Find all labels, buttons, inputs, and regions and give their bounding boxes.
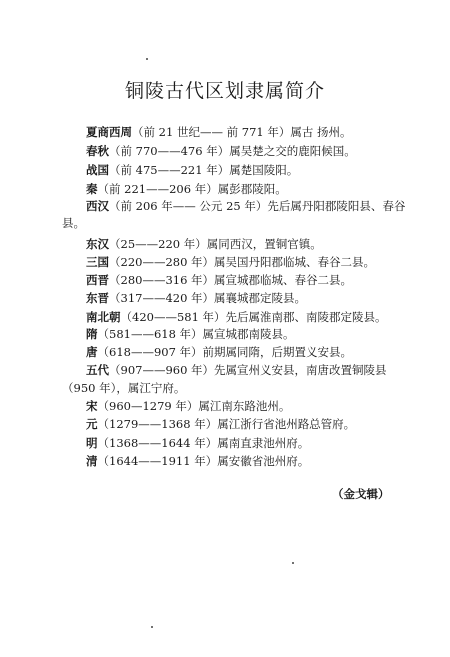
era-description: （前 475——221 年）属楚国陵阳。 — [109, 163, 299, 177]
era-name: 南北朝 — [86, 310, 121, 324]
era-name: 元 — [86, 417, 98, 431]
scan-speck — [292, 562, 294, 564]
list-item-continuation — [62, 216, 85, 230]
era-name: 西汉 — [86, 199, 109, 213]
era-description: （317——420 年）属襄城郡定陵县。 — [109, 291, 307, 305]
era-name: 清 — [86, 454, 98, 468]
scan-speck — [151, 626, 153, 628]
list-item — [86, 273, 352, 287]
era-name: 秦 — [86, 182, 98, 196]
era-description: （420——581 年）先后属淮南郡、南陵郡定陵县。 — [120, 310, 387, 324]
era-description: （前 770——476 年）属吴楚之交的鹿阳候国。 — [109, 144, 356, 158]
list-item — [86, 436, 309, 450]
era-name: 春秋 — [86, 144, 109, 158]
era-name: 夏商西周 — [86, 125, 132, 139]
era-description: （960—1279 年）属江南东路池州。 — [97, 399, 291, 413]
era-name: 东晋 — [86, 291, 109, 305]
era-description: （618——907 年）前期属同隋，后期置义安县。 — [97, 345, 353, 359]
era-description: （前 206 年—— 公元 25 年）先后属丹阳郡陵阳县、春谷 — [109, 199, 406, 213]
list-item — [86, 454, 309, 468]
compiler-signature: （金戈辑） — [332, 487, 390, 501]
era-description: （220——280 年）属吴国丹阳郡临城、春谷二县。 — [109, 255, 376, 269]
era-name: 唐 — [86, 345, 98, 359]
era-description: （前 221——206 年）属彭郡陵阳。 — [97, 182, 287, 196]
list-item — [86, 327, 295, 341]
page-title: 铜陵古代区划隶属简介 — [124, 80, 325, 102]
list-item — [86, 144, 356, 158]
list-item — [86, 310, 387, 324]
era-description: （1644——1911 年）属安徽省池州府。 — [97, 454, 310, 468]
era-description: （581——618 年）属宣城郡南陵县。 — [97, 327, 295, 341]
era-name: 三国 — [86, 255, 109, 269]
list-item — [86, 125, 352, 139]
era-name: 宋 — [86, 399, 98, 413]
list-item — [86, 199, 405, 213]
era-name: 东汉 — [86, 237, 109, 251]
list-item — [86, 182, 287, 196]
era-description: （1279——1368 年）属江浙行省池州路总管府。 — [97, 417, 356, 431]
era-description: （1368——1644 年）属南直隶池州府。 — [97, 436, 310, 450]
era-description: （950 年），属江宁府。 — [62, 381, 186, 395]
list-item — [86, 255, 375, 269]
list-item — [86, 163, 298, 177]
era-name: 战国 — [86, 163, 109, 177]
era-description: 县。 — [62, 216, 85, 230]
era-description: （前 21 世纪—— 前 771 年）属古 扬州。 — [132, 125, 352, 139]
list-item — [86, 345, 352, 359]
list-item — [86, 237, 322, 251]
era-name: 明 — [86, 436, 98, 450]
list-item-continuation — [62, 381, 185, 395]
list-item — [86, 291, 306, 305]
era-name: 隋 — [86, 327, 98, 341]
era-name: 西晋 — [86, 273, 109, 287]
era-description: （280——316 年）属宣城郡临城、春谷二县。 — [109, 273, 353, 287]
list-item — [86, 399, 290, 413]
era-description: （907——960 年）先属宣州义安县，南唐改置铜陵县 — [109, 363, 387, 377]
era-description: （25——220 年）属同西汉，置铜官镇。 — [109, 237, 322, 251]
era-name: 五代 — [86, 363, 109, 377]
list-item — [86, 417, 355, 431]
scan-speck — [146, 58, 148, 60]
list-item — [86, 363, 387, 377]
